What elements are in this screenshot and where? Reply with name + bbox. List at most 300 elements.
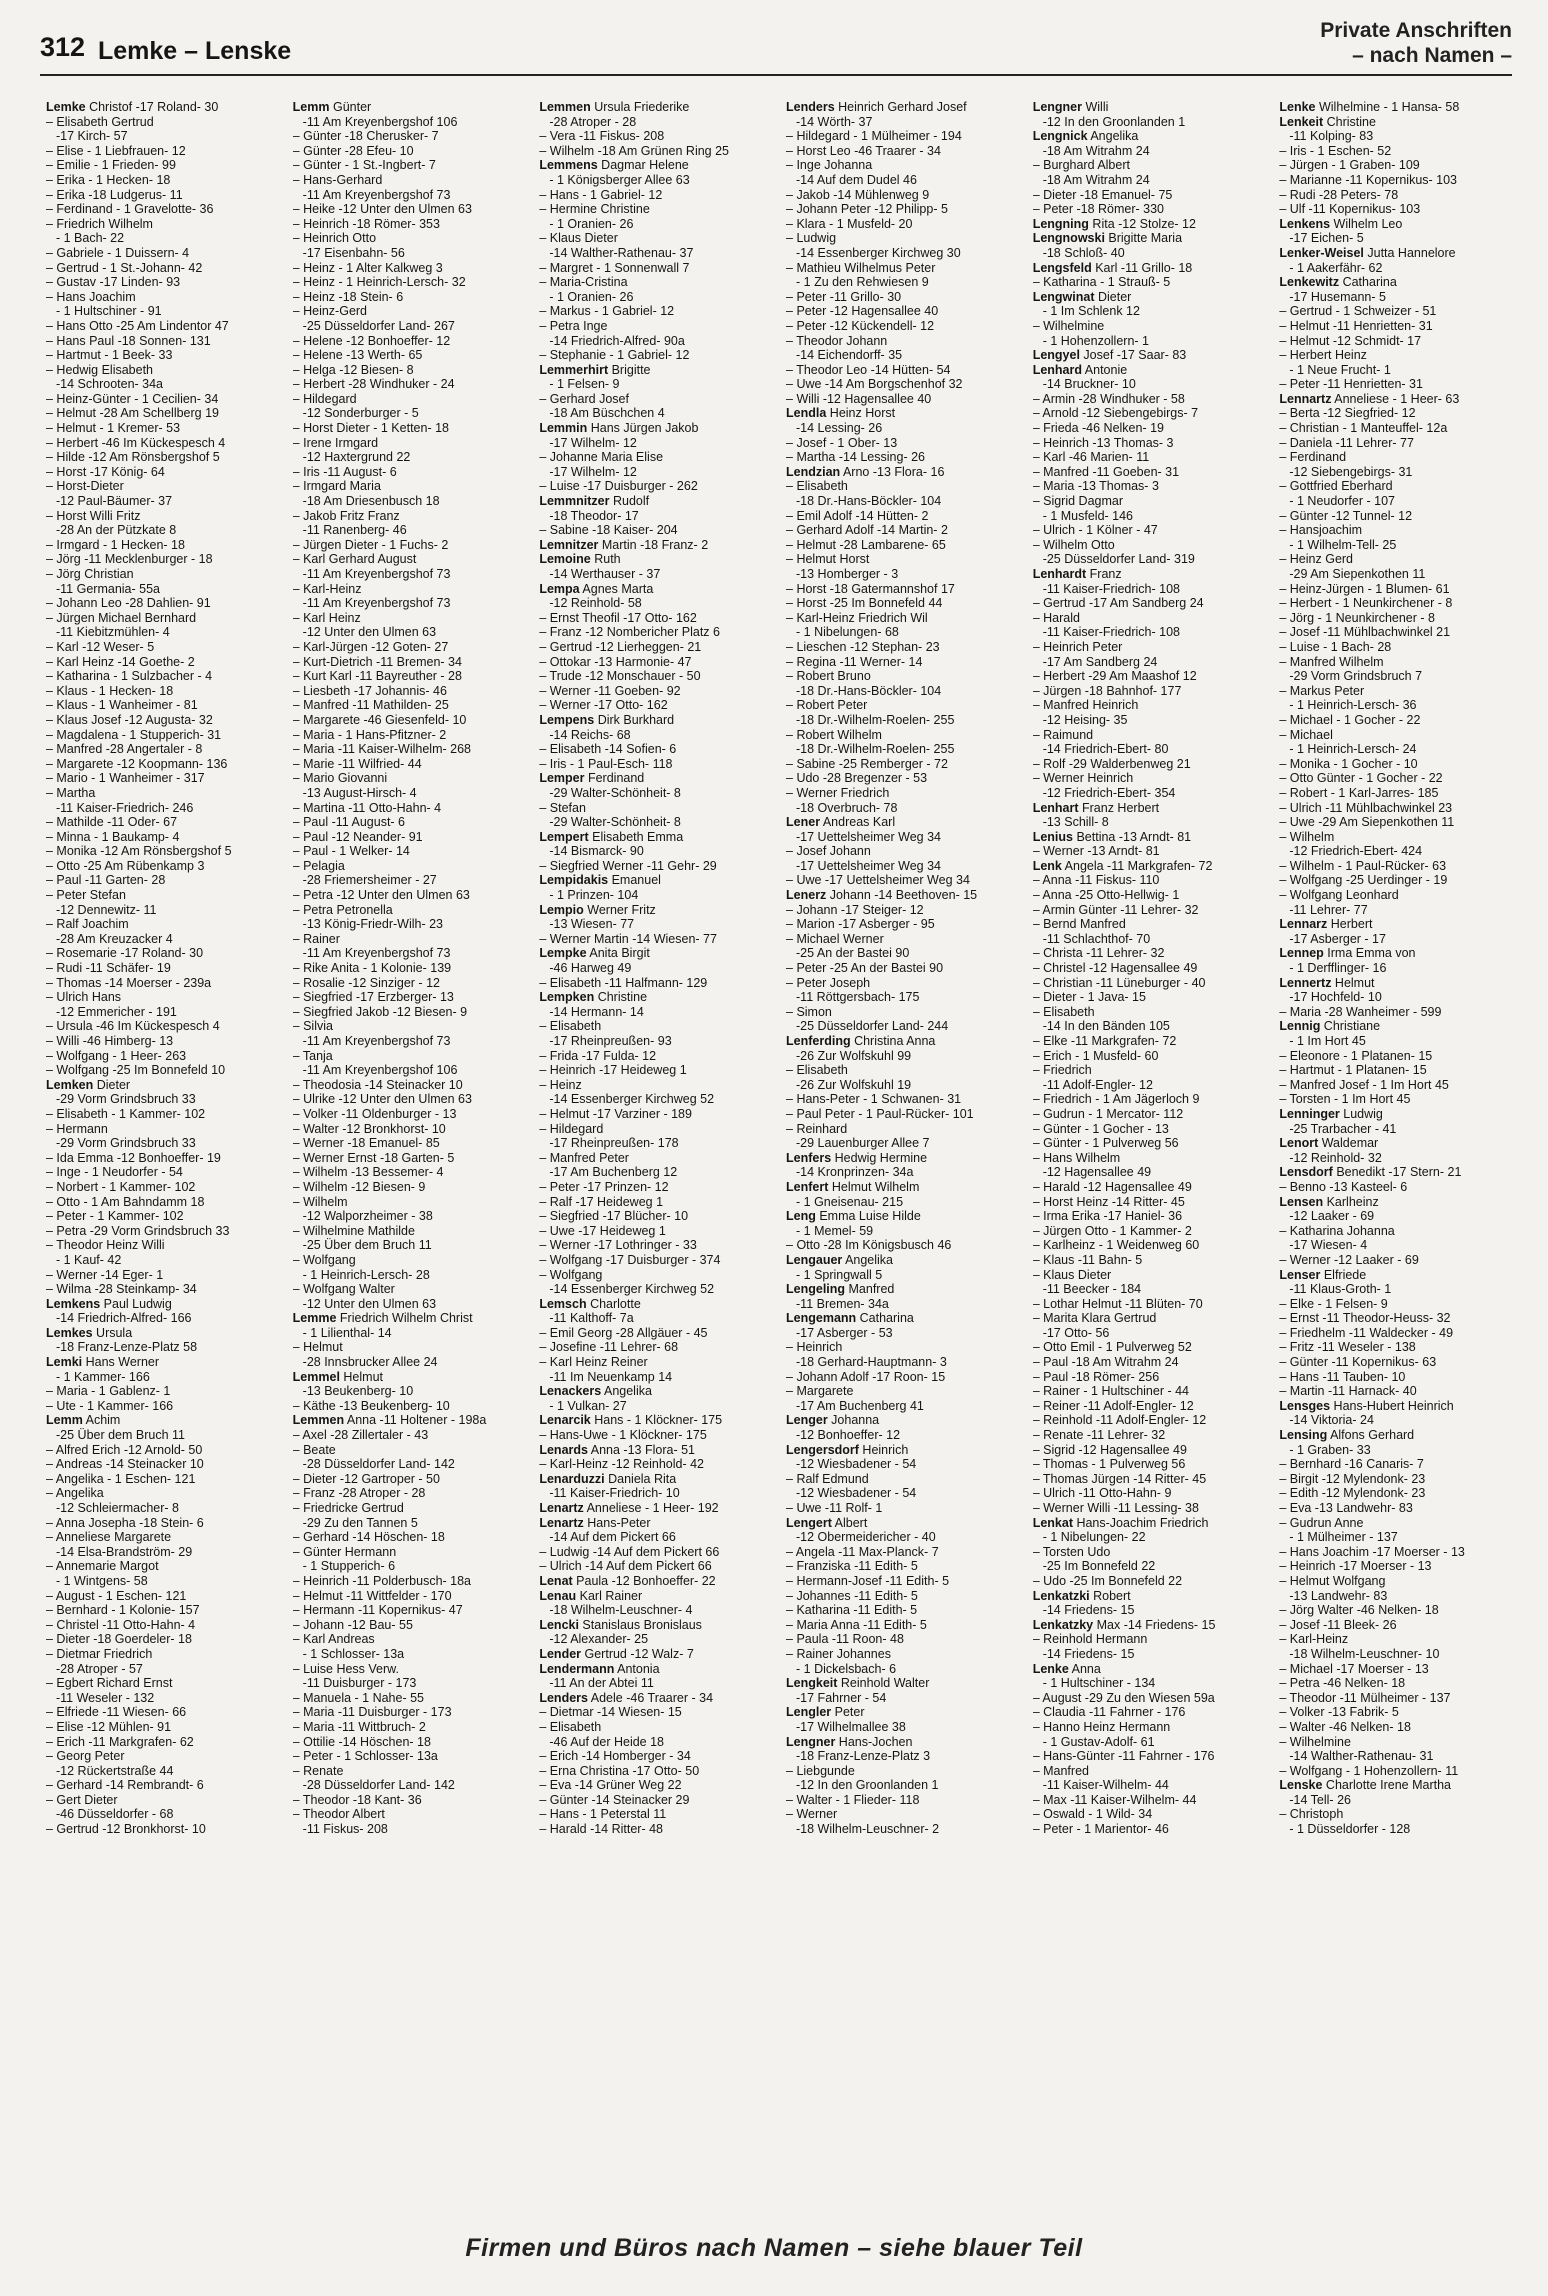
directory-entry xyxy=(1033,1457,1268,1472)
directory-entry xyxy=(539,1793,774,1808)
section-title xyxy=(1320,18,1512,68)
directory-entry xyxy=(46,392,281,407)
entry-text: – Daniela -11 Lehrer- 77 xyxy=(1279,435,1414,450)
directory-entry xyxy=(46,757,281,772)
directory-entry xyxy=(786,990,1021,1005)
surname: Lenkatzky xyxy=(1032,1617,1094,1632)
directory-column xyxy=(293,100,528,2210)
directory-entry xyxy=(1033,1355,1268,1370)
entry-text: -11 Kalthoff- 7a xyxy=(549,1311,634,1326)
directory-entry xyxy=(293,1049,528,1064)
entry-text: - 1 Oranien- 26 xyxy=(549,216,634,231)
entry-text: – Willi -12 Hagensallee 40 xyxy=(786,391,932,406)
entry-text: – Berta -12 Siegfried- 12 xyxy=(1279,406,1416,421)
entry-text: -14 Friedrich-Alfred- 166 xyxy=(56,1311,192,1326)
directory-entry xyxy=(46,1224,281,1239)
directory-entry xyxy=(1279,1078,1514,1093)
entry-text: – Heinrich -17 Heideweg 1 xyxy=(539,1063,687,1078)
directory-entry xyxy=(786,1297,1021,1312)
directory-entry xyxy=(46,188,281,203)
directory-entry xyxy=(539,1209,774,1224)
directory-entry xyxy=(1279,1355,1514,1370)
entry-text: Elfriede xyxy=(1320,1267,1367,1282)
directory-entry xyxy=(786,436,1021,451)
entry-text: Christine xyxy=(1323,114,1376,129)
surname: Lensen xyxy=(1279,1194,1324,1209)
entry-text: - 1 Gneisenau- 215 xyxy=(796,1194,904,1209)
directory-entry xyxy=(1033,1764,1268,1779)
directory-entry xyxy=(1033,1516,1268,1531)
directory-entry xyxy=(786,1063,1021,1078)
directory-entry xyxy=(46,1092,281,1107)
entry-text: – Helene -13 Werth- 65 xyxy=(292,348,423,363)
entry-text: – Karl-Jürgen -12 Goten- 27 xyxy=(292,639,449,654)
entry-text: Heinz Horst xyxy=(826,406,896,421)
directory-entry xyxy=(1033,771,1268,786)
entry-text: -11 Kaiser-Friedrich- 246 xyxy=(56,800,194,815)
entry-text: -14 Bismarck- 90 xyxy=(549,844,644,859)
entry-text: – Inge Johanna xyxy=(786,158,873,173)
entry-text: – Peter -12 Kückendell- 12 xyxy=(786,318,935,333)
directory-entry xyxy=(293,1807,528,1822)
entry-text: -12 Laaker - 69 xyxy=(1289,1209,1375,1224)
entry-text: – Liesbeth -17 Johannis- 46 xyxy=(292,683,447,698)
surname: Lenat xyxy=(539,1573,573,1588)
directory-entry xyxy=(293,217,528,232)
directory-entry xyxy=(1279,582,1514,597)
entry-text: - 1 Wintgens- 58 xyxy=(56,1573,148,1588)
directory-entry xyxy=(786,1676,1021,1691)
directory-entry xyxy=(46,202,281,217)
surname: Lengner xyxy=(1032,100,1082,114)
directory-entry xyxy=(539,713,774,728)
directory-entry xyxy=(1033,1122,1268,1137)
entry-text: -17 Asberger - 17 xyxy=(1289,931,1386,946)
entry-text: – Hermann -11 Kopernikus- 47 xyxy=(292,1603,463,1618)
directory-entry xyxy=(46,479,281,494)
entry-text: – Marie -11 Wilfried- 44 xyxy=(292,756,422,771)
entry-text: – Michael Werner xyxy=(786,931,884,946)
directory-entry xyxy=(786,1574,1021,1589)
directory-entry xyxy=(539,1443,774,1458)
surname: Lenninger xyxy=(1279,1106,1340,1121)
entry-text: – Wilhelmine xyxy=(1279,1734,1351,1749)
entry-text: – Martin -11 Harnack- 40 xyxy=(1279,1384,1417,1399)
directory-entry xyxy=(786,552,1021,567)
entry-text: - 1 Springwall 5 xyxy=(796,1267,883,1282)
entry-text: -18 Am Driesenbusch 18 xyxy=(302,494,440,509)
directory-entry xyxy=(1279,334,1514,349)
entry-text: -29 Vorm Grindsbruch 33 xyxy=(56,1136,196,1151)
directory-entry xyxy=(293,801,528,816)
entry-text: -25 Im Bonnefeld 22 xyxy=(1042,1559,1156,1574)
directory-entry xyxy=(539,1151,774,1166)
entry-text: Angelika xyxy=(1087,129,1139,144)
entry-text: – Marianne -11 Kopernikus- 103 xyxy=(1279,172,1458,187)
entry-text: -12 Wiesbadener - 54 xyxy=(796,1457,917,1472)
entry-text: – Oswald - 1 Wild- 34 xyxy=(1032,1807,1153,1822)
entry-text: – Ursula -46 Im Kückespesch 4 xyxy=(46,1019,220,1034)
directory-entry xyxy=(293,990,528,1005)
directory-entry xyxy=(539,231,774,246)
surname: Lemsch xyxy=(539,1296,587,1311)
entry-text: – Armin -28 Windhuker - 58 xyxy=(1032,391,1185,406)
directory-entry xyxy=(293,538,528,553)
entry-text: – Hans Joachim xyxy=(46,289,136,304)
directory-entry xyxy=(1279,1092,1514,1107)
entry-text: Christiane xyxy=(1320,1019,1381,1034)
surname: Lensdorf xyxy=(1279,1165,1333,1180)
directory-entry xyxy=(293,582,528,597)
directory-entry xyxy=(1279,917,1514,932)
directory-entry xyxy=(293,728,528,743)
directory-entry xyxy=(1279,1735,1514,1750)
directory-entry xyxy=(1033,334,1268,349)
entry-text: – Kurt-Dietrich -11 Bremen- 34 xyxy=(292,654,462,669)
entry-text: – Ute - 1 Kammer- 166 xyxy=(46,1398,174,1413)
entry-text: – Wolfgang xyxy=(292,1252,356,1267)
directory-entry xyxy=(786,1443,1021,1458)
entry-text: – Rike Anita - 1 Kolonie- 139 xyxy=(292,961,452,976)
directory-entry xyxy=(539,976,774,991)
entry-text: – Trude -12 Monschauer - 50 xyxy=(539,669,701,684)
entry-text: – Friedricke Gertrud xyxy=(292,1501,404,1515)
directory-entry xyxy=(46,1340,281,1355)
entry-text: – Otto - 1 Am Bahndamm 18 xyxy=(46,1194,205,1209)
directory-entry xyxy=(539,1720,774,1735)
entry-text: - 1 Nibelungen- 22 xyxy=(1042,1530,1146,1545)
entry-text: – Elise -12 Mühlen- 91 xyxy=(46,1719,172,1734)
directory-entry xyxy=(1279,319,1514,334)
directory-entry xyxy=(786,1195,1021,1210)
entry-text: – Jakob -14 Mühlenweg 9 xyxy=(786,187,930,202)
entry-text: – Ulrich - 1 Kölner - 47 xyxy=(1032,523,1158,538)
directory-entry xyxy=(293,1005,528,1020)
directory-entry xyxy=(46,1399,281,1414)
surname: Lengnowski xyxy=(1032,231,1105,246)
entry-text: – Irmgard Maria xyxy=(292,479,381,494)
directory-entry xyxy=(539,1457,774,1472)
directory-entry xyxy=(46,1195,281,1210)
entry-text: – Elke - 1 Felsen- 9 xyxy=(1279,1296,1388,1311)
entry-text: – Bernhard -16 Canaris- 7 xyxy=(1279,1457,1424,1472)
directory-entry xyxy=(1279,465,1514,480)
entry-text: – Christel -12 Hagensallee 49 xyxy=(1032,961,1198,976)
entry-text: – Jürgen - 1 Graben- 109 xyxy=(1279,158,1420,173)
directory-entry xyxy=(786,1662,1021,1677)
directory-entry xyxy=(1033,1662,1268,1677)
surname: Lendla xyxy=(786,406,827,421)
directory-entry xyxy=(1279,728,1514,743)
directory-entry xyxy=(46,1662,281,1677)
entry-text: – Manfred Heinrich xyxy=(1032,698,1139,713)
directory-entry xyxy=(1033,640,1268,655)
directory-entry xyxy=(786,1019,1021,1034)
directory-entry xyxy=(46,523,281,538)
directory-entry xyxy=(1279,1399,1514,1414)
entry-text: – Helmut -28 Am Schellberg 19 xyxy=(46,406,220,421)
directory-entry xyxy=(293,1676,528,1691)
entry-text: – Elfriede -11 Wiesen- 66 xyxy=(46,1705,187,1720)
directory-entry xyxy=(1033,494,1268,509)
directory-entry xyxy=(786,1399,1021,1414)
directory-column xyxy=(1033,100,1268,2210)
entry-text: – Margarete -12 Koopmann- 136 xyxy=(46,756,228,771)
directory-entry xyxy=(1279,1589,1514,1604)
entry-text: – Ulrike -12 Unter den Ulmen 63 xyxy=(292,1092,472,1107)
directory-entry xyxy=(46,1647,281,1662)
entry-text: – Gottfried Eberhard xyxy=(1279,479,1393,494)
directory-entry xyxy=(1279,684,1514,699)
entry-text: – Herbert - 1 Neunkirchener - 8 xyxy=(1279,596,1453,611)
directory-entry xyxy=(539,1574,774,1589)
entry-text: Rita -12 Stolze- 12 xyxy=(1088,216,1196,231)
directory-entry xyxy=(46,1209,281,1224)
entry-text: – Otto -28 Im Königsbusch 46 xyxy=(786,1238,952,1253)
directory-entry xyxy=(293,713,528,728)
entry-text: – Friedrich Wilhelm xyxy=(46,216,153,231)
directory-entry xyxy=(1033,523,1268,538)
directory-entry xyxy=(1279,1676,1514,1691)
directory-entry xyxy=(786,1545,1021,1560)
directory-entry xyxy=(786,742,1021,757)
entry-text: – Günter -28 Efeu- 10 xyxy=(292,143,414,158)
entry-text: Helmut xyxy=(339,1369,383,1384)
directory-entry xyxy=(293,115,528,130)
directory-entry xyxy=(293,1092,528,1107)
directory-entry xyxy=(786,1151,1021,1166)
directory-entry xyxy=(1279,261,1514,276)
entry-text: Waldemar xyxy=(1318,1136,1379,1151)
entry-text: – Jörg - 1 Neunkirchener - 8 xyxy=(1279,610,1435,625)
directory-entry xyxy=(786,1516,1021,1531)
entry-text: – Klaus Dieter xyxy=(1032,1267,1112,1282)
entry-text: -14 Friedrich-Alfred- 90a xyxy=(549,333,685,348)
entry-text: – Uwe -14 Am Borgschenhof 32 xyxy=(786,377,963,392)
entry-text: – Herbert Heinz xyxy=(1279,348,1367,363)
entry-text: -11 Am Kreyenbergshof 73 xyxy=(302,946,451,961)
entry-text: – Dietmar -14 Wiesen- 15 xyxy=(539,1705,682,1720)
directory-entry xyxy=(293,1355,528,1370)
directory-entry xyxy=(786,1209,1021,1224)
directory-entry xyxy=(539,523,774,538)
directory-entry xyxy=(1279,655,1514,670)
entry-text: – Horst Leo -46 Traarer - 34 xyxy=(786,143,941,158)
directory-entry xyxy=(46,363,281,378)
section-title-line-2: – nach Namen – xyxy=(1352,44,1512,67)
entry-text: – Hans-Gerhard xyxy=(292,172,383,187)
entry-text: – Franz -28 Atroper - 28 xyxy=(292,1486,426,1501)
entry-text: – Paul -12 Neander- 91 xyxy=(292,829,423,844)
directory-entry xyxy=(1033,202,1268,217)
directory-entry xyxy=(1033,1107,1268,1122)
entry-text: -29 Walter-Schönheit- 8 xyxy=(549,815,681,830)
directory-entry xyxy=(46,728,281,743)
directory-entry xyxy=(786,1049,1021,1064)
entry-text: – Beate xyxy=(292,1442,336,1457)
entry-text: -18 Dr.-Hans-Böckler- 104 xyxy=(796,494,942,509)
directory-entry xyxy=(786,1720,1021,1735)
entry-text: – Maria -11 Duisburger - 173 xyxy=(292,1705,452,1720)
surname: Lenders xyxy=(539,1690,588,1705)
directory-entry xyxy=(46,1545,281,1560)
directory-entry xyxy=(539,873,774,888)
entry-text: Daniela Rita xyxy=(604,1471,677,1486)
entry-text: – Helmut xyxy=(292,1340,343,1355)
entry-text: -25 Über dem Bruch 11 xyxy=(56,1428,185,1443)
entry-text: – Katharina - 1 Strauß- 5 xyxy=(1032,275,1171,290)
entry-text: – Raimund xyxy=(1032,727,1094,742)
entry-text: – Rudi -28 Peters- 78 xyxy=(1279,187,1399,202)
entry-text: – Hans Otto -25 Am Lindentor 47 xyxy=(46,318,229,333)
entry-text: – August -29 Zu den Wiesen 59a xyxy=(1032,1690,1215,1705)
entry-text: – Sigrid -12 Hagensallee 49 xyxy=(1032,1442,1187,1457)
directory-entry xyxy=(293,1282,528,1297)
entry-text: -12 Paul-Bäumer- 37 xyxy=(56,494,173,509)
entry-text: -28 Am Kreuzacker 4 xyxy=(56,931,173,946)
directory-entry xyxy=(539,188,774,203)
entry-text: – Franz -12 Nombericher Platz 6 xyxy=(539,625,720,640)
directory-entry xyxy=(786,1340,1021,1355)
directory-entry xyxy=(46,465,281,480)
directory-entry xyxy=(1279,509,1514,524)
directory-entry xyxy=(1279,1195,1514,1210)
entry-text: – Elisabeth xyxy=(539,1019,602,1034)
directory-entry xyxy=(1033,669,1268,684)
surname: Lemnitzer xyxy=(539,537,599,552)
entry-text: Angelika xyxy=(842,1252,894,1267)
directory-entry xyxy=(539,1005,774,1020)
entry-text: – Elisabeth Gertrud xyxy=(46,114,154,129)
entry-text: – Stephanie - 1 Gabriel- 12 xyxy=(539,348,690,363)
entry-text: Peter xyxy=(831,1705,865,1720)
directory-entry xyxy=(46,1559,281,1574)
entry-text: -18 Am Witrahm 24 xyxy=(1042,172,1150,187)
directory-entry xyxy=(46,1355,281,1370)
entry-text: – Emil Adolf -14 Hütten- 2 xyxy=(786,508,929,523)
surname: Leng xyxy=(786,1209,816,1224)
directory-entry xyxy=(46,903,281,918)
entry-text: – Frieda -46 Nelken- 19 xyxy=(1032,421,1165,436)
entry-text: -12 Schleiermacher- 8 xyxy=(56,1501,179,1515)
entry-text: – Rainer Johannes xyxy=(786,1646,891,1661)
entry-text: -25 Über dem Bruch 11 xyxy=(302,1238,432,1253)
directory-entry xyxy=(46,538,281,553)
entry-text: – Hilde -12 Am Rönsbergshof 5 xyxy=(46,450,220,465)
directory-entry xyxy=(539,1078,774,1093)
directory-entry xyxy=(1033,1574,1268,1589)
entry-text: – Paul -18 Römer- 256 xyxy=(1032,1369,1160,1384)
directory-entry xyxy=(46,217,281,232)
entry-text: – Ernst Theofil -17 Otto- 162 xyxy=(539,610,697,625)
directory-entry xyxy=(46,655,281,670)
surname: Lengeling xyxy=(786,1282,846,1297)
surname: Lenkens xyxy=(1279,216,1331,231)
directory-entry xyxy=(1033,465,1268,480)
entry-text: – Peter -17 Prinzen- 12 xyxy=(539,1179,669,1194)
directory-entry xyxy=(1033,1472,1268,1487)
directory-entry xyxy=(293,1778,528,1793)
entry-text: – Arnold -12 Siebengebirgs- 7 xyxy=(1032,406,1199,421)
surname: Lennep xyxy=(1279,946,1324,961)
entry-text: Hans-Jochen xyxy=(835,1734,913,1749)
entry-text: – Gertrud - 1 St.-Johann- 42 xyxy=(46,260,203,275)
entry-text: – Gerhard Adolf -14 Martin- 2 xyxy=(786,523,948,538)
directory-entry xyxy=(1279,1457,1514,1472)
directory-entry xyxy=(786,932,1021,947)
page-header xyxy=(40,18,1512,70)
entry-text: -12 Obermeidericher - 40 xyxy=(796,1530,936,1545)
surname: Lencki xyxy=(539,1617,579,1632)
directory-entry xyxy=(1033,1793,1268,1808)
entry-text: – Ulf -11 Kopernikus- 103 xyxy=(1279,202,1421,217)
entry-text: -12 Emmericher - 191 xyxy=(56,1004,177,1019)
directory-entry xyxy=(1033,713,1268,728)
directory-entry xyxy=(786,334,1021,349)
directory-entry xyxy=(786,100,1021,115)
directory-entry xyxy=(293,392,528,407)
entry-text: – Heinz - 1 Heinrich-Lersch- 32 xyxy=(292,275,466,290)
entry-text: – Christel -11 Otto-Hahn- 4 xyxy=(46,1617,196,1632)
directory-entry xyxy=(1033,757,1268,772)
directory-entry xyxy=(46,1107,281,1122)
directory-entry xyxy=(293,844,528,859)
entry-text: Brigitte xyxy=(608,362,651,377)
directory-entry xyxy=(786,1589,1021,1604)
directory-entry xyxy=(293,1618,528,1633)
entry-text: -28 Düsseldorfer Land- 142 xyxy=(302,1778,455,1793)
surname: Lengersdorf xyxy=(786,1442,859,1457)
entry-text: – Martha -14 Lessing- 26 xyxy=(786,450,925,465)
entry-text: -14 Hermann- 14 xyxy=(549,1004,644,1019)
directory-entry xyxy=(1033,1778,1268,1793)
directory-entry xyxy=(786,188,1021,203)
surname: Lengert xyxy=(786,1515,832,1530)
directory-entry xyxy=(786,158,1021,173)
directory-entry xyxy=(786,1793,1021,1808)
entry-text: – Ralf Edmund xyxy=(786,1471,869,1486)
directory-entry xyxy=(46,1676,281,1691)
directory-entry xyxy=(1033,1253,1268,1268)
directory-entry xyxy=(786,728,1021,743)
surname: Lenske xyxy=(1279,1778,1323,1793)
entry-text: - 1 Memel- 59 xyxy=(796,1223,874,1238)
directory-entry xyxy=(46,873,281,888)
directory-entry xyxy=(1279,1019,1514,1034)
directory-entry xyxy=(1279,1486,1514,1501)
entry-text: -46 Harweg 49 xyxy=(549,961,632,976)
directory-entry xyxy=(46,1078,281,1093)
directory-entry xyxy=(1279,830,1514,845)
entry-text: – Werner -12 Laaker - 69 xyxy=(1279,1252,1419,1267)
directory-entry xyxy=(539,144,774,159)
entry-text: – Heinrich -17 Moerser - 13 xyxy=(1279,1559,1432,1574)
entry-text: – Peter Stefan xyxy=(46,888,126,903)
entry-text: - 1 Düsseldorfer - 128 xyxy=(1289,1822,1411,1837)
entry-text: -46 Auf der Heide 18 xyxy=(549,1734,665,1749)
directory-entry xyxy=(46,319,281,334)
directory-entry xyxy=(786,815,1021,830)
directory-entry xyxy=(1279,1282,1514,1297)
entry-text: – Siegfried Jakob -12 Biesen- 9 xyxy=(292,1004,468,1019)
entry-text: – Günter -11 Kopernikus- 63 xyxy=(1279,1355,1437,1370)
directory-entry xyxy=(786,1530,1021,1545)
directory-entry xyxy=(539,1340,774,1355)
directory-entry xyxy=(46,1749,281,1764)
directory-entry xyxy=(46,1632,281,1647)
entry-text: – Heinrich -11 Polderbusch- 18a xyxy=(292,1573,472,1588)
entry-text: - 1 Gustav-Adolf- 61 xyxy=(1042,1734,1155,1749)
